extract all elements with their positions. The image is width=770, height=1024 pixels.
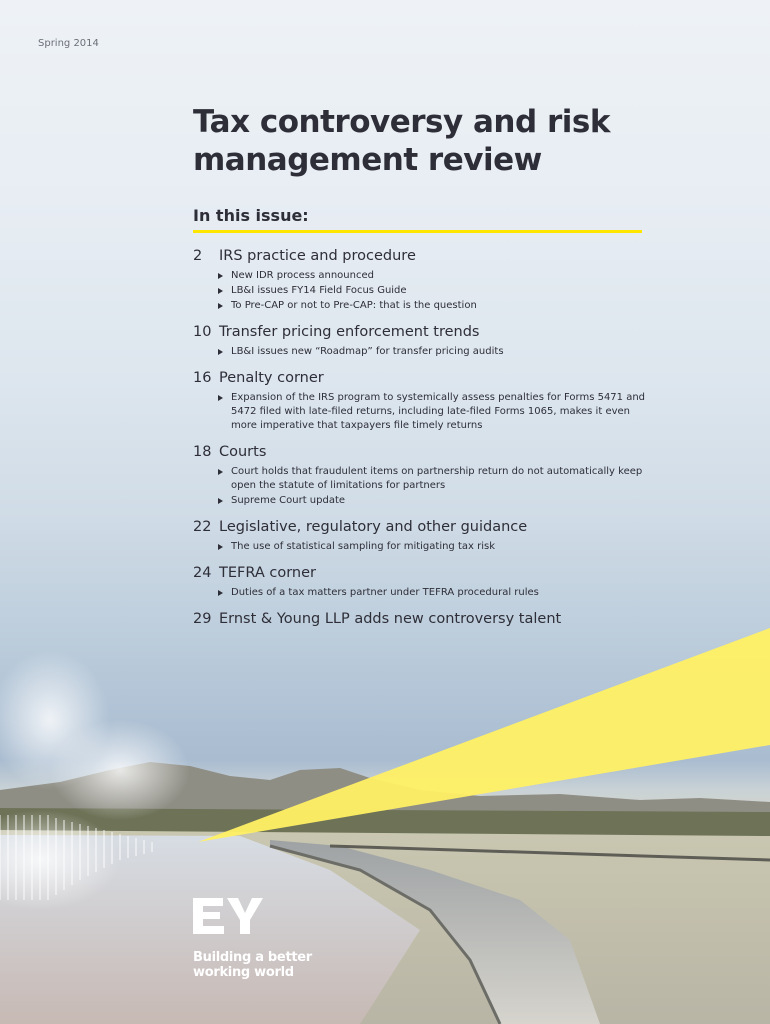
toc-heading: In this issue: xyxy=(193,206,309,225)
bullet-triangle-icon xyxy=(218,288,223,294)
toc-section-title: TEFRA corner xyxy=(219,565,316,581)
ey-logo xyxy=(193,892,273,946)
bullet-triangle-icon xyxy=(218,273,223,279)
toc-section-title: Penalty corner xyxy=(219,370,324,386)
toc-bullet-text: Expansion of the IRS program to systemically assess penalties for Forms 5471 and 5472 filed with late-filed returns, including late-filed Forms 1065, makes it even more imperative that taxpayers file timely returns xyxy=(231,392,646,431)
toc-page-number: 24 xyxy=(193,565,212,581)
toc-section xyxy=(193,610,653,628)
tagline-line-2: working world xyxy=(193,965,294,980)
toc-section-heading[interactable] xyxy=(193,369,653,387)
toc-bullet-list xyxy=(193,465,653,508)
toc-section-title: Ernst & Young LLP adds new controversy talent xyxy=(219,611,562,627)
toc-bullet-text: LB&I issues FY14 Field Focus Guide xyxy=(231,285,407,296)
toc-bullet-item[interactable] xyxy=(218,465,653,493)
bullet-triangle-icon xyxy=(218,590,223,596)
edition-label: Spring 2014 xyxy=(38,38,99,49)
toc-bullet-text: The use of statistical sampling for mitigating tax risk xyxy=(231,541,495,552)
ey-logo-icon xyxy=(193,892,273,942)
bullet-triangle-icon xyxy=(218,544,223,550)
toc-section xyxy=(193,564,653,600)
toc-bullet-list xyxy=(193,586,653,600)
toc-bullet-list xyxy=(193,269,653,313)
toc-bullet-item[interactable] xyxy=(218,586,653,600)
bullet-triangle-icon xyxy=(218,349,223,355)
toc-bullet-item[interactable] xyxy=(218,299,653,313)
toc-section-heading[interactable] xyxy=(193,323,653,341)
toc-section-heading[interactable] xyxy=(193,247,653,265)
toc-section xyxy=(193,323,653,359)
toc-page-number: 16 xyxy=(193,370,212,386)
toc-bullet-list xyxy=(193,345,653,359)
toc-bullet-text: Court holds that fraudulent items on partnership return do not automatically keep open the statute of limitations for partners xyxy=(231,466,643,491)
toc-section xyxy=(193,369,653,433)
brand-tagline xyxy=(193,950,312,980)
toc-section xyxy=(193,247,653,313)
toc-bullet-item[interactable] xyxy=(218,284,653,298)
bullet-triangle-icon xyxy=(218,303,223,309)
toc-section-heading[interactable] xyxy=(193,610,653,628)
toc-section-title: Courts xyxy=(219,444,267,460)
toc-section-heading[interactable] xyxy=(193,564,653,582)
toc-bullet-text: To Pre-CAP or not to Pre-CAP: that is the question xyxy=(231,300,477,311)
toc-bullet-item[interactable] xyxy=(218,540,653,554)
page-title: Tax controversy and risk management review xyxy=(193,104,610,178)
toc-section-heading[interactable] xyxy=(193,443,653,461)
toc-section-title: IRS practice and procedure xyxy=(219,248,416,264)
toc-section-title: Legislative, regulatory and other guidance xyxy=(219,519,528,535)
toc-bullet-text: Supreme Court update xyxy=(231,495,346,506)
toc-bullet-item[interactable] xyxy=(218,494,653,508)
toc-section xyxy=(193,518,653,554)
toc-bullet-item[interactable] xyxy=(218,391,653,433)
toc-bullet-item[interactable] xyxy=(218,269,653,283)
bullet-triangle-icon xyxy=(218,469,223,475)
yellow-rule xyxy=(193,230,642,233)
toc-section xyxy=(193,443,653,508)
bullet-triangle-icon xyxy=(218,395,223,401)
toc-section-heading[interactable] xyxy=(193,518,653,536)
toc-page-number: 10 xyxy=(193,324,212,340)
toc-section-title: Transfer pricing enforcement trends xyxy=(219,324,480,340)
toc-page-number: 22 xyxy=(193,519,212,535)
toc-page-number: 18 xyxy=(193,444,212,460)
table-of-contents xyxy=(193,247,653,638)
toc-bullet-list xyxy=(193,391,653,433)
toc-bullet-item[interactable] xyxy=(218,345,653,359)
toc-bullet-text: New IDR process announced xyxy=(231,270,374,281)
bullet-triangle-icon xyxy=(218,498,223,504)
toc-bullet-text: LB&I issues new “Roadmap” for transfer pricing audits xyxy=(231,346,504,357)
toc-bullet-list xyxy=(193,540,653,554)
tagline-line-1: Building a better xyxy=(193,950,312,965)
toc-bullet-text: Duties of a tax matters partner under TEFRA procedural rules xyxy=(231,587,539,598)
toc-page-number: 2 xyxy=(193,248,203,264)
toc-page-number: 29 xyxy=(193,611,212,627)
